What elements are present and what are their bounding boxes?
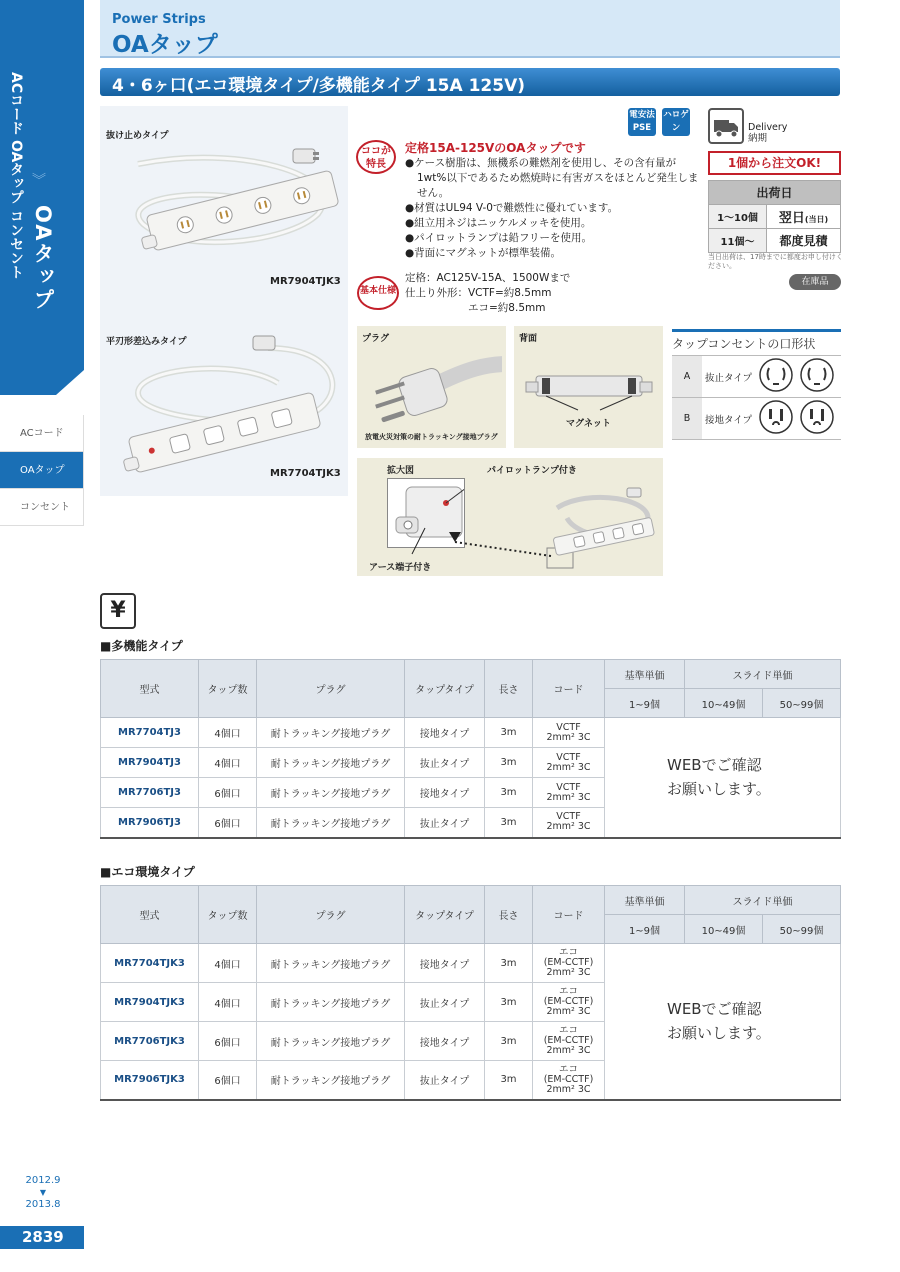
cord-line: エコ [558,947,578,958]
shipping-table [708,180,841,253]
sidebar-category-vertical: ACコード OAタップ コンセント [8,72,24,280]
web-confirm-note [605,944,841,1100]
cord-line: 2mm² 3C [546,1083,591,1095]
sidebar-current-vertical: OAタップ [31,205,55,312]
cord-line: (EM-CCTF) [543,996,594,1007]
length-cell: 3m [485,1022,533,1061]
section-multifunction: ■多機能タイプ [100,639,183,653]
col-slide-price: スライド単価 [685,886,841,915]
plug-cell: 耐トラッキング接地プラグ [257,778,405,808]
photo2-model: MR7704TJK3 [270,468,341,479]
model-cell[interactable]: MR7904TJ3 [101,748,199,778]
col-range-3: 50~99個 [763,689,841,718]
col-tap-type: タップタイプ [405,660,485,718]
truck-icon [708,108,744,144]
photo1-model: MR7904TJK3 [270,276,341,287]
model-cell[interactable]: MR7704TJ3 [101,718,199,748]
tap-type-cell: 抜止タイプ [405,748,485,778]
cord-line: VCTF [556,781,581,793]
photo2-label: 平刃形差込みタイプ [106,337,187,347]
col-range-1: 1~9個 [605,915,685,944]
feature-list [405,156,700,261]
plug-cell: 耐トラッキング接地プラグ [257,1022,405,1061]
power-strip-photo-2 [118,328,343,478]
plug-photo-box [357,326,506,448]
sidebar-band [0,0,84,395]
cert-line: 電安法 [629,110,655,120]
model-cell[interactable]: MR7706TJ3 [101,778,199,808]
cord-cell [533,808,605,838]
shipping-note: 当日出荷は、17時までに都度お申し付けください。 [708,253,843,270]
section-eco: ■エコ環境タイプ [100,865,195,879]
shipping-qty: 11個～ [709,229,767,253]
taps-cell: 6個口 [199,808,257,838]
cord-cell [533,1022,605,1061]
price-table-eco [100,885,841,1101]
order-ok-badge: 1個から注文OK! [708,151,841,175]
table-row [101,944,841,983]
tap-type-cell: 抜止タイプ [405,1061,485,1100]
plug-cell: 耐トラッキング接地プラグ [257,1061,405,1100]
feature-item: ●材質はUL94 V-0で難燃性に優れています。 [405,202,619,214]
feature-headline: 定格15A-125VのOAタップです [405,141,586,155]
col-model: 型式 [101,660,199,718]
cord-line: (EM-CCTF) [543,1035,594,1046]
spec-item: エコ=約8.5mm [405,302,546,314]
cord-line: 2mm² 3C [546,761,591,773]
shipping-day-value: 翌日 [778,211,805,226]
plug-cell: 耐トラッキング接地プラグ [257,983,405,1022]
taps-cell: 4個口 [199,748,257,778]
taps-cell: 4個口 [199,944,257,983]
sidebar-tab-outlet[interactable]: コンセント [0,489,84,526]
spec-list [405,271,570,316]
col-plug: プラグ [257,660,405,718]
yen-icon: ¥ [100,593,136,629]
zoom-label: 拡大図 [387,466,415,476]
cord-cell [533,983,605,1022]
halogen-free-badge [662,108,690,146]
web-note-line: WEBでご確認 [667,756,762,775]
back-photo-box [514,326,663,448]
header-subtitle: Power Strips [112,12,206,27]
sidebar-tab-ac-cord[interactable]: ACコード [0,415,84,452]
length-cell: 3m [485,944,533,983]
product-photo-panel [100,106,348,496]
outlet-shape-table [672,355,841,440]
col-model: 型式 [101,886,199,944]
price-table-multifunction [100,659,841,839]
cord-line: エコ [558,986,578,997]
col-range-2: 10~49個 [685,689,763,718]
length-cell: 3m [485,1061,533,1100]
col-cord: コード [533,886,605,944]
plug-cell: 耐トラッキング接地プラグ [257,718,405,748]
model-cell[interactable]: MR7906TJK3 [101,1061,199,1100]
col-taps: タップ数 [199,660,257,718]
cord-line: VCTF [556,751,581,763]
taps-cell: 4個口 [199,718,257,748]
shipping-day [767,205,841,229]
stock-badge: 在庫品 [789,274,841,290]
web-note-line: お願いします。 [667,780,771,799]
spec-badge: 基本仕様 [357,276,399,310]
col-slide-price: スライド単価 [685,660,841,689]
web-note-line: WEBでご確認 [667,1000,762,1019]
tap-type-cell: 接地タイプ [405,1022,485,1061]
cord-cell [533,718,605,748]
pilot-caption: パイロットランプ付き [487,466,577,476]
col-cord: コード [533,660,605,718]
length-cell: 3m [485,808,533,838]
col-range-1: 1~9個 [605,689,685,718]
cord-line: (EM-CCTF) [543,957,594,968]
col-taps: タップ数 [199,886,257,944]
product-title-bar [100,68,840,96]
cord-line: 2mm² 3C [546,791,591,803]
col-tap-type: タップタイプ [405,886,485,944]
grounded-outlet-icon [757,398,837,436]
cord-line: エコ [558,1025,578,1036]
model-cell[interactable]: MR7904TJK3 [101,983,199,1022]
length-cell: 3m [485,983,533,1022]
sidebar-notch [56,370,84,395]
cord-line: 2mm² 3C [546,967,591,978]
shipping-head: 出荷日 [709,181,841,205]
taps-cell: 6個口 [199,1022,257,1061]
cord-line: 2mm² 3C [546,1045,591,1056]
tap-type-cell: 抜止タイプ [405,808,485,838]
spec-item: 仕上り外形：VCTF=約8.5mm [405,287,552,299]
cord-cell [533,778,605,808]
cord-line: 2mm² 3C [546,821,591,833]
col-length: 長さ [485,886,533,944]
earth-caption: アース端子付き [369,563,432,573]
back-caption: マグネット [566,419,611,429]
outlet-shape-b [757,398,841,440]
spec-item: 定格：AC125V-15A、1500Wまで [405,272,571,284]
shipping-day: 都度見積 [767,229,841,253]
tap-type-cell: 接地タイプ [405,778,485,808]
col-length: 長さ [485,660,533,718]
outlet-shape-a [757,356,841,398]
cord-line: VCTF [556,811,581,823]
plug-photo [367,344,502,429]
period-arrow: ▼ [39,1188,47,1197]
cert-line: フリー [663,136,689,146]
pse-badge [628,108,656,136]
product-title: 4・6ヶ口(エコ環境タイプ/多機能タイプ 15A 125V) [112,76,525,96]
model-cell[interactable]: MR7706TJK3 [101,1022,199,1061]
outlet-shape-title: タップコンセントの口形状 [672,329,841,352]
outlet-key: A [672,356,702,398]
plug-label: プラグ [362,334,390,344]
back-label: 背面 [519,334,538,344]
outlet-name: 接地タイプ [702,398,757,440]
shipping-day-note: (当日) [804,215,829,224]
taps-cell: 6個口 [199,1061,257,1100]
taps-cell: 6個口 [199,778,257,808]
back-photo [520,366,658,416]
cord-cell [533,1061,605,1100]
feature-item: ●背面にマグネットが標準装備。 [405,247,562,259]
taps-cell: 4個口 [199,983,257,1022]
delivery-label-en: Delivery [748,122,788,133]
cord-cell [533,748,605,778]
tap-type-cell: 抜止タイプ [405,983,485,1022]
sidebar-tab-oa-tap[interactable]: OAタップ [0,452,84,489]
model-cell[interactable]: MR7704TJK3 [101,944,199,983]
web-confirm-note [605,718,841,838]
model-cell[interactable]: MR7906TJ3 [101,808,199,838]
cord-line: VCTF [556,721,581,733]
cert-line: ハロゲン [663,110,689,133]
feature-item: ●組立用ネジはニッケルメッキを使用。 [405,217,592,229]
chevron-down-icon: ︾ [32,173,46,189]
feature-item: ●パイロットランプは鉛フリーを使用。 [405,232,593,244]
plug-cell: 耐トラッキング接地プラグ [257,808,405,838]
feature-badge: ココが特長 [356,140,396,174]
col-base-price: 基準単価 [605,886,685,915]
plug-caption: 放電火災対策の耐トラッキング接地プラグ [365,433,498,441]
catalog-period [18,1175,68,1211]
pointer-lines [357,458,663,576]
zoom-photo-box [357,458,663,576]
cord-cell [533,944,605,983]
cord-line: (EM-CCTF) [543,1073,594,1085]
period-start: 2012.9 [25,1175,61,1186]
table-row [101,718,841,748]
cord-line: エコ [558,1063,578,1075]
period-end: 2013.8 [25,1199,61,1210]
length-cell: 3m [485,748,533,778]
col-base-price: 基準単価 [605,660,685,689]
length-cell: 3m [485,778,533,808]
delivery-label-ja: 納期 [748,133,768,144]
shipping-qty: 1～10個 [709,205,767,229]
cord-line: 2mm² 3C [546,731,591,743]
plug-cell: 耐トラッキング接地プラグ [257,944,405,983]
power-strip-photo-1 [118,144,343,279]
page-number: 2839 [0,1226,84,1249]
length-cell: 3m [485,718,533,748]
col-plug: プラグ [257,886,405,944]
tap-type-cell: 接地タイプ [405,718,485,748]
plug-cell: 耐トラッキング接地プラグ [257,748,405,778]
cord-line: 2mm² 3C [546,1006,591,1017]
col-range-3: 50~99個 [763,915,841,944]
page-header [100,0,840,58]
cert-line: PSE [632,123,652,133]
feature-item: ●ケース樹脂は、無機系の難燃剤を使用し、その含有量が1wt%以下であるため燃焼時に有害ガスをほとんど発生しません。 [405,157,699,199]
outlet-key: B [672,398,702,440]
delivery-label [748,122,787,144]
page-title: OAタップ [112,32,218,58]
photo1-label: 抜け止めタイプ [106,131,169,141]
locking-outlet-icon [757,356,837,394]
outlet-name: 抜止タイプ [702,356,757,398]
col-range-2: 10~49個 [685,915,763,944]
web-note-line: お願いします。 [667,1024,771,1043]
sidebar-tabs [0,415,84,526]
tap-type-cell: 接地タイプ [405,944,485,983]
